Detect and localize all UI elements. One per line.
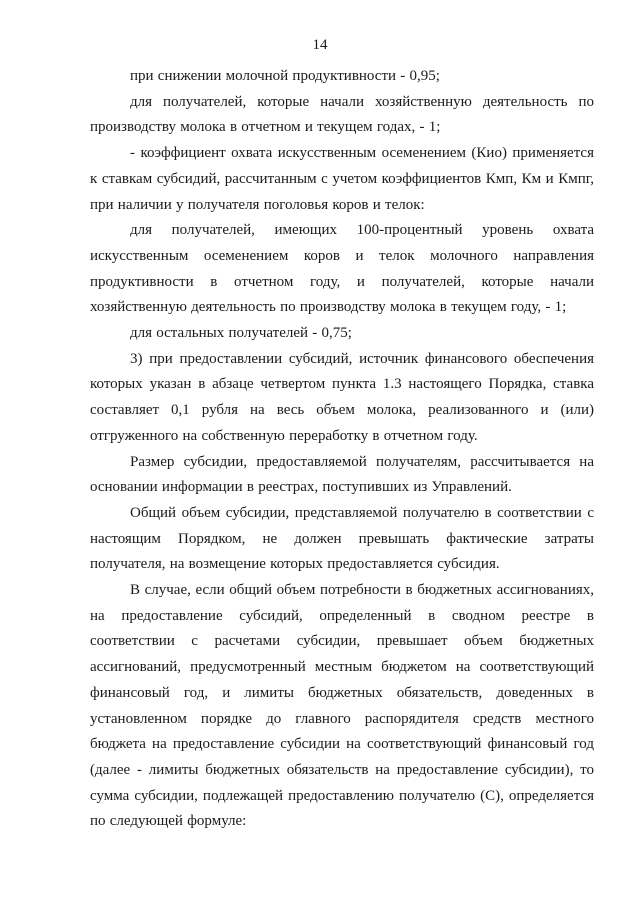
paragraph-full-insemination-recipients: для получателей, имеющих 100-процентный уровень охвата искусственным осеменением коров и телок молочного направления продуктивности в отчетном году, и получателей, которые начали хозяйственную деятельность по производству молока в текущем году, - 1; (90, 222, 594, 316)
paragraph-milk-productivity-decrease: при снижении молочной продуктивности - 0,95; (130, 68, 440, 84)
paragraph-new-recipients: для получателей, которые начали хозяйственную деятельность по производству молока в отчетном и текущем годах, - 1; (90, 93, 594, 136)
page-number: 14 (312, 37, 328, 53)
paragraph-budget-shortfall-formula: В случае, если общий объем потребности в бюджетных ассигнованиях, на предоставление субсидий, определенный в сводном реестре в соответствии с расчетами субсидии, превышает объем бюджетных ассигнований, предусмотренный местным бюджетом на соответствующий финансовый год, и лимиты бюджетных обязательств, доведенных в установленном порядке до главного распорядителя средств местного бюджета на предоставление субсидии на соответствующий финансовый год (далее - лимиты бюджетных обязательств на предоставление субсидии), то сумма субсидии, подлежащей предоставлению получателю (С), определяется по следующей формуле: (90, 582, 594, 830)
paragraph-subsidy-size: Размер субсидии, предоставляемой получателям, рассчитывается на основании информации в реестрах, поступивших из Управлений. (90, 453, 594, 496)
paragraph-total-subsidy-limit: Общий объем субсидии, представляемой получателю в соответствии с настоящим Порядком, не должен превышать фактические затраты получателя, на возмещение которых предоставляется субсидия. (90, 504, 594, 573)
document-body (90, 64, 594, 835)
paragraph-subsidy-rate: 3) при предоставлении субсидий, источник финансового обеспечения которых указан в абзаце четвертом пункта 1.3 настоящего Порядка, ставка составляет 0,1 рубля на весь объем молока, реализованного и (или) отгруженного на собственную переработку в отчетном году. (90, 350, 594, 444)
paragraph-insemination-coefficient: - коэффициент охвата искусственным осеменением (Кио) применяется к ставкам субсидий, рассчитанным с учетом коэффициентов Кмп, Км и Кмпг, при наличии у получателя поголовья коров и телок: (90, 145, 594, 213)
paragraph-other-recipients: для остальных получателей - 0,75; (130, 325, 352, 342)
